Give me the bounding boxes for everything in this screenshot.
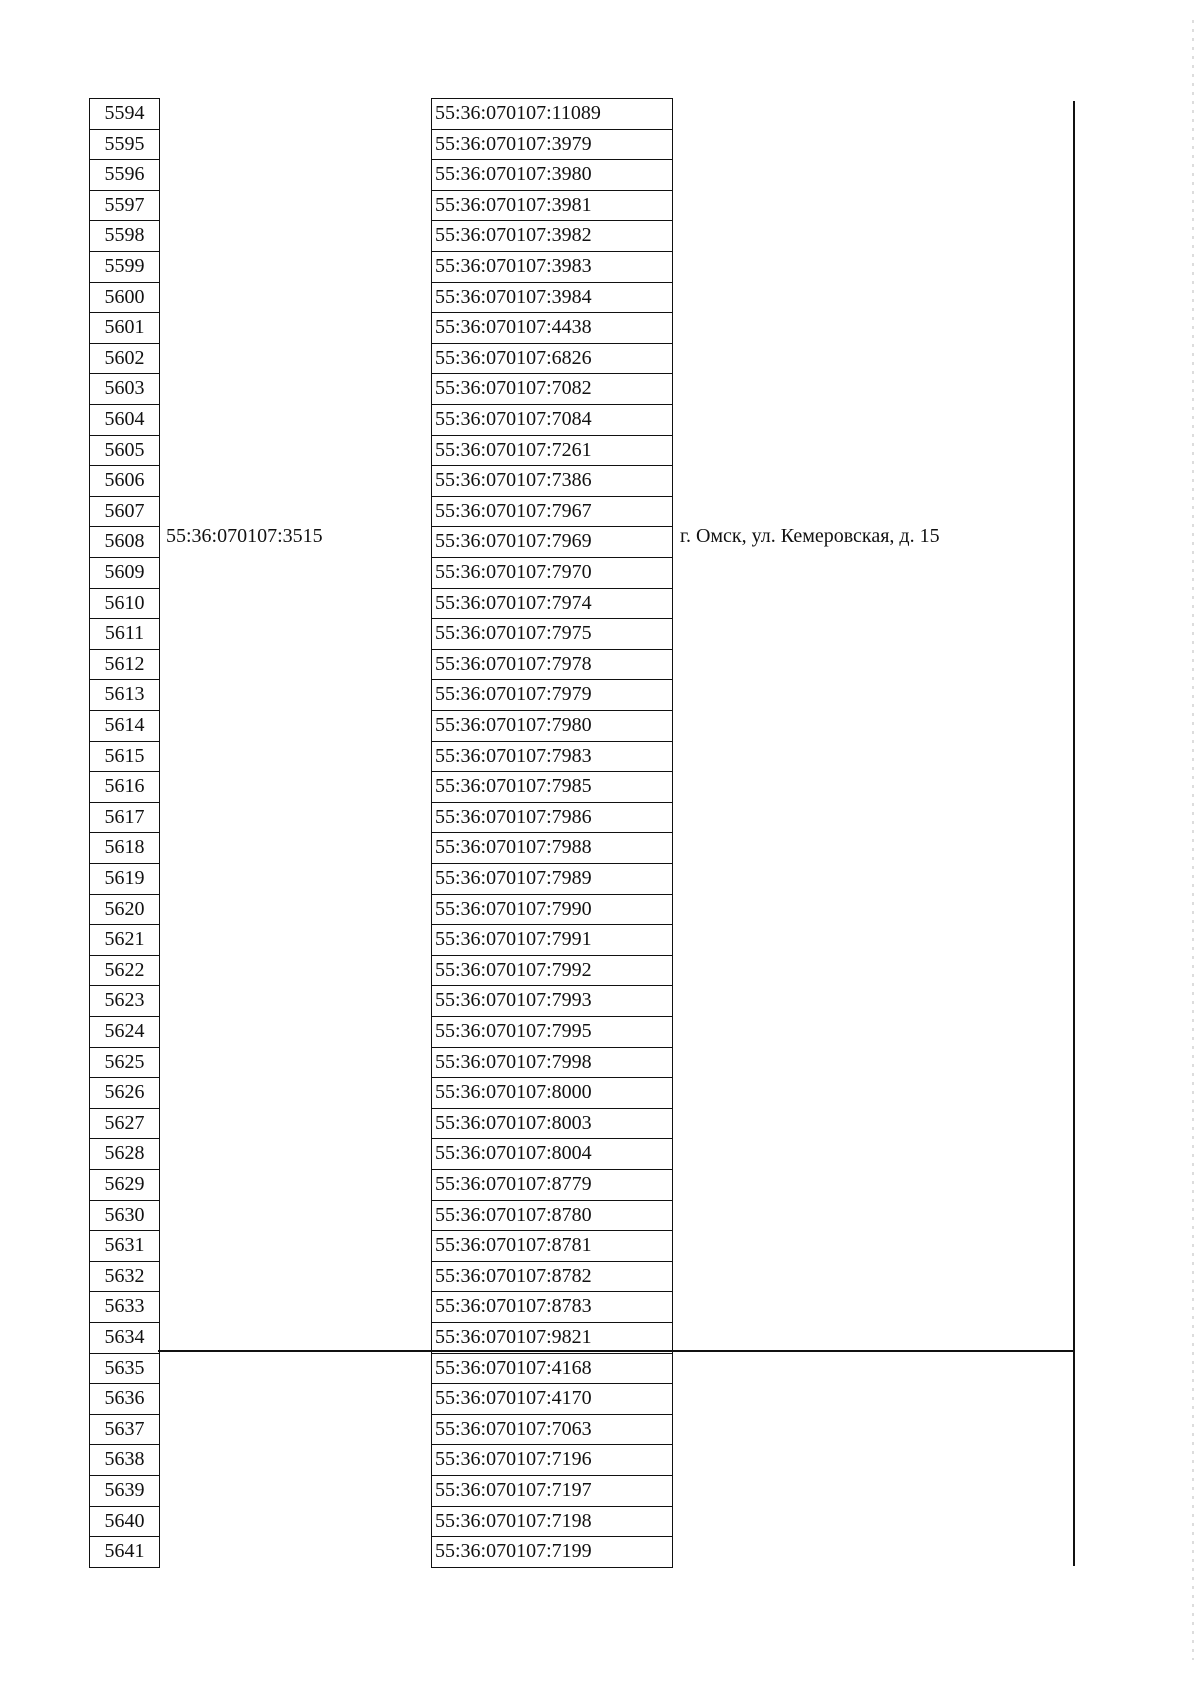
row-number-cell: 5610: [89, 588, 160, 619]
cadastral-number-cell: 55:36:070107:7197: [431, 1475, 673, 1507]
row-number-cell: 5635: [89, 1353, 160, 1384]
cadastral-number-cell: 55:36:070107:7084: [431, 404, 673, 436]
cadastral-number-cell: 55:36:070107:3980: [431, 159, 673, 191]
row-number-cell: 5600: [89, 282, 160, 313]
cadastral-number-cell: 55:36:070107:3983: [431, 251, 673, 283]
parent-cadastral-number: 55:36:070107:3515: [166, 525, 323, 547]
cadastral-number-cell: 55:36:070107:7082: [431, 373, 673, 405]
cadastral-number-cell: 55:36:070107:7196: [431, 1444, 673, 1476]
row-number-cell: 5613: [89, 679, 160, 711]
cadastral-number-cell: 55:36:070107:3981: [431, 190, 673, 221]
cadastral-number-cell: 55:36:070107:7979: [431, 679, 673, 711]
cadastral-number-cell: 55:36:070107:7386: [431, 465, 673, 497]
row-number-cell: 5616: [89, 771, 160, 803]
cadastral-number-cell: 55:36:070107:7198: [431, 1506, 673, 1537]
row-number-cell: 5622: [89, 955, 160, 986]
row-number-cell: 5633: [89, 1291, 160, 1323]
cadastral-number-cell: 55:36:070107:8000: [431, 1077, 673, 1109]
cadastral-number-cell: 55:36:070107:7199: [431, 1536, 673, 1568]
cadastral-number-cell: 55:36:070107:9821: [431, 1322, 673, 1354]
row-number-cell: 5615: [89, 741, 160, 772]
row-number-cell: 5618: [89, 832, 160, 864]
cadastral-number-cell: 55:36:070107:3982: [431, 220, 673, 252]
cadastral-number-cell: 55:36:070107:3984: [431, 282, 673, 313]
row-number-cell: 5597: [89, 190, 160, 221]
cadastral-number-cell: 55:36:070107:7969: [431, 526, 673, 558]
cadastral-number-cell: 55:36:070107:8779: [431, 1169, 673, 1201]
row-number-cell: 5625: [89, 1047, 160, 1078]
row-number-cell: 5602: [89, 343, 160, 374]
cadastral-number-cell: 55:36:070107:7063: [431, 1414, 673, 1445]
row-number-cell: 5599: [89, 251, 160, 283]
row-number-cell: 5629: [89, 1169, 160, 1201]
cadastral-number-cell: 55:36:070107:7978: [431, 649, 673, 680]
cadastral-number-cell: 55:36:070107:7261: [431, 435, 673, 466]
row-number-cell: 5617: [89, 802, 160, 833]
cadastral-number-cell: 55:36:070107:7983: [431, 741, 673, 772]
row-number-cell: 5640: [89, 1506, 160, 1537]
row-number-cell: 5632: [89, 1261, 160, 1292]
cadastral-number-cell: 55:36:070107:8783: [431, 1291, 673, 1323]
cadastral-number-cell: 55:36:070107:6826: [431, 343, 673, 374]
cadastral-number-cell: 55:36:070107:8780: [431, 1200, 673, 1231]
row-number-cell: 5594: [89, 98, 160, 130]
cadastral-number-cell: 55:36:070107:7993: [431, 985, 673, 1017]
row-number-cell: 5620: [89, 894, 160, 925]
row-number-cell: 5608: [89, 526, 160, 558]
row-number-cell: 5631: [89, 1230, 160, 1262]
row-number-cell: 5626: [89, 1077, 160, 1109]
scan-edge-artifact: [1192, 20, 1194, 1660]
row-number-cell: 5603: [89, 373, 160, 405]
cadastral-number-cell: 55:36:070107:4168: [431, 1353, 673, 1384]
cadastral-number-cell: 55:36:070107:7995: [431, 1016, 673, 1048]
cadastral-number-cell: 55:36:070107:7985: [431, 771, 673, 803]
row-number-cell: 5614: [89, 710, 160, 742]
cadastral-number-cell: 55:36:070107:8004: [431, 1138, 673, 1170]
cadastral-number-cell: 55:36:070107:3979: [431, 129, 673, 160]
cadastral-number-cell: 55:36:070107:8781: [431, 1230, 673, 1262]
row-number-cell: 5605: [89, 435, 160, 466]
cadastral-number-cell: 55:36:070107:7975: [431, 618, 673, 650]
row-number-cell: 5638: [89, 1444, 160, 1476]
row-number-cell: 5611: [89, 618, 160, 650]
row-number-cell: 5598: [89, 220, 160, 252]
row-number-cell: 5630: [89, 1200, 160, 1231]
row-number-cell: 5612: [89, 649, 160, 680]
cadastral-number-cell: 55:36:070107:7974: [431, 588, 673, 619]
cadastral-number-cell: 55:36:070107:7967: [431, 496, 673, 527]
cadastral-number-cell: 55:36:070107:7991: [431, 924, 673, 956]
cadastral-number-cell: 55:36:070107:7990: [431, 894, 673, 925]
row-number-cell: 5596: [89, 159, 160, 191]
cadastral-number-cell: 55:36:070107:7970: [431, 557, 673, 589]
row-number-cell: 5628: [89, 1138, 160, 1170]
row-number-cell: 5623: [89, 985, 160, 1017]
row-number-cell: 5595: [89, 129, 160, 160]
cadastral-number-cell: 55:36:070107:7988: [431, 832, 673, 864]
row-number-cell: 5619: [89, 863, 160, 895]
row-number-cell: 5606: [89, 465, 160, 497]
row-number-cell: 5607: [89, 496, 160, 527]
cadastral-number-cell: 55:36:070107:7992: [431, 955, 673, 986]
row-number-cell: 5641: [89, 1536, 160, 1568]
cadastral-number-cell: 55:36:070107:8782: [431, 1261, 673, 1292]
row-number-cell: 5609: [89, 557, 160, 589]
row-number-cell: 5621: [89, 924, 160, 956]
right-border-line: [1073, 101, 1075, 1566]
cadastral-number-cell: 55:36:070107:4170: [431, 1383, 673, 1415]
address-text: г. Омск, ул. Кемеровская, д. 15: [680, 525, 940, 547]
row-number-cell: 5637: [89, 1414, 160, 1445]
cadastral-number-cell: 55:36:070107:7998: [431, 1047, 673, 1078]
row-number-cell: 5604: [89, 404, 160, 436]
cadastral-number-cell: 55:36:070107:11089: [431, 98, 673, 130]
row-number-cell: 5634: [89, 1322, 160, 1354]
cadastral-number-cell: 55:36:070107:7986: [431, 802, 673, 833]
cadastral-number-cell: 55:36:070107:8003: [431, 1108, 673, 1139]
row-number-cell: 5636: [89, 1383, 160, 1415]
row-number-cell: 5601: [89, 312, 160, 344]
row-number-cell: 5627: [89, 1108, 160, 1139]
row-number-cell: 5639: [89, 1475, 160, 1507]
cadastral-number-cell: 55:36:070107:7989: [431, 863, 673, 895]
cadastral-number-cell: 55:36:070107:7980: [431, 710, 673, 742]
cadastral-number-cell: 55:36:070107:4438: [431, 312, 673, 344]
row-number-cell: 5624: [89, 1016, 160, 1048]
